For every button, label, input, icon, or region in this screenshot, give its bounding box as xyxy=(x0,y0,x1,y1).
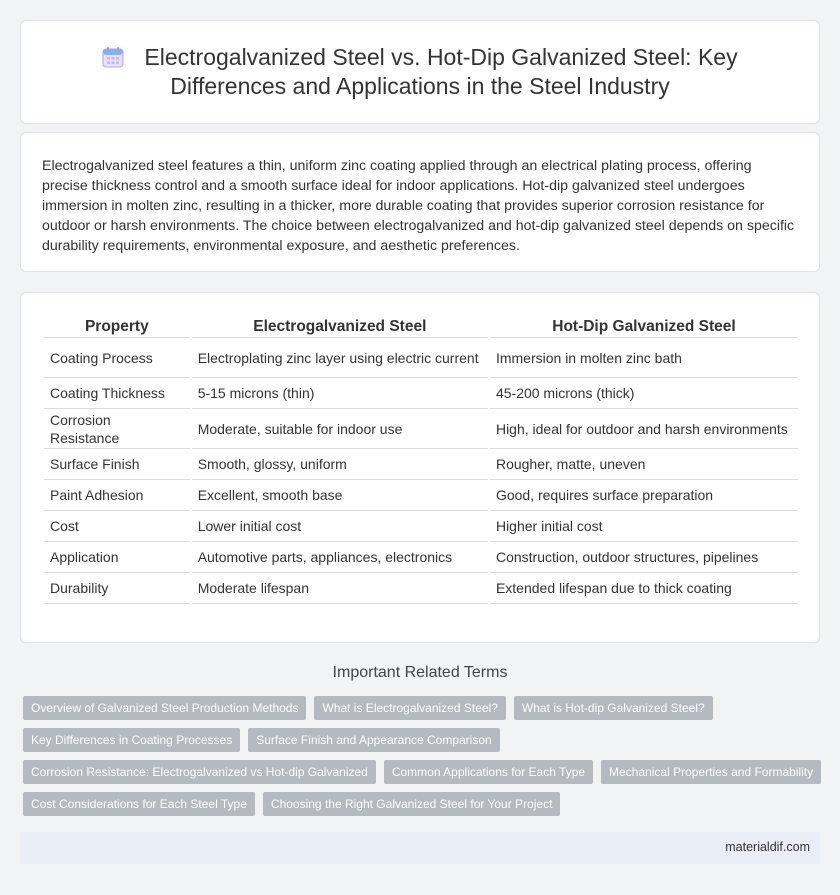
related-terms-heading: Important Related Terms xyxy=(332,664,508,681)
table-cell: Corrosion Resistance xyxy=(44,409,190,449)
table-cell: 45-200 microns (thick) xyxy=(490,378,798,409)
intro-card xyxy=(20,132,820,272)
title-card xyxy=(20,20,820,124)
table-cell: Moderate lifespan xyxy=(192,573,488,604)
table-cell: Immersion in molten zinc bath xyxy=(490,338,798,378)
table-cell: Automotive parts, appliances, electronics xyxy=(192,542,488,573)
table-cell: Rougher, matte, uneven xyxy=(490,449,798,480)
related-term-link[interactable]: Key Differences in Coating Processes xyxy=(23,728,240,752)
table-cell: Higher initial cost xyxy=(490,511,798,542)
related-term-link[interactable]: Mechanical Properties and Formability xyxy=(601,760,821,784)
table-cell: High, ideal for outdoor and harsh environments xyxy=(490,409,798,449)
table-cell: 5-15 microns (thin) xyxy=(192,378,488,409)
table-row xyxy=(44,449,798,480)
related-term-link[interactable]: What is Electrogalvanized Steel? xyxy=(314,696,505,720)
table-cell: Excellent, smooth base xyxy=(192,480,488,511)
footer-site-name[interactable]: materialdif.com xyxy=(725,840,810,854)
table-cell: Paint Adhesion xyxy=(44,480,190,511)
table-cell: Extended lifespan due to thick coating xyxy=(490,573,798,604)
table-cell: Construction, outdoor structures, pipelines xyxy=(490,542,798,573)
table-cell: Surface Finish xyxy=(44,449,190,480)
title-line-2: Differences and Applications in the Steel Industry xyxy=(170,73,670,99)
table-cell: Application xyxy=(44,542,190,573)
table-row xyxy=(44,480,798,511)
intro-paragraph: Electrogalvanized steel features a thin, uniform zinc coating applied through an electrical plating process, offering precise thickness control and a smooth surface ideal for indoor applications. Hot-dip galvanized steel undergoes immersion in molten zinc, resulting in a thicker, more durable coating that provides superior corrosion resistance for outdoor or harsh environments. The choice between electrogalvanized and hot-dip galvanized steel depends on specific durability requirements, environmental exposure, and aesthetic preferences. xyxy=(42,158,795,254)
comparison-card xyxy=(20,292,820,643)
table-cell: Smooth, glossy, uniform xyxy=(192,449,488,480)
related-term-link[interactable]: Common Applications for Each Type xyxy=(384,760,593,784)
table-header-row xyxy=(44,314,798,338)
calendar-icon xyxy=(102,46,124,68)
table-row xyxy=(44,409,798,449)
related-term-link[interactable]: Cost Considerations for Each Steel Type xyxy=(23,792,255,816)
table-cell: Coating Process xyxy=(44,338,190,378)
header-property: Property xyxy=(44,314,190,338)
table-row xyxy=(44,573,798,604)
footer xyxy=(20,832,820,864)
header-hot-dip: Hot-Dip Galvanized Steel xyxy=(490,314,798,338)
comparison-table xyxy=(42,314,800,604)
title-line-1: Electrogalvanized Steel vs. Hot-Dip Galvanized Steel: Key xyxy=(144,44,738,70)
header-electrogalvanized: Electrogalvanized Steel xyxy=(192,314,488,338)
table-row xyxy=(44,338,798,378)
table-cell: Lower initial cost xyxy=(192,511,488,542)
related-term-link[interactable]: Corrosion Resistance: Electrogalvanized vs Hot-dip Galvanized xyxy=(23,760,376,784)
related-term-link[interactable]: What is Hot-dip Galvanized Steel? xyxy=(514,696,713,720)
related-terms-list xyxy=(23,696,823,824)
table-row xyxy=(44,542,798,573)
related-term-link[interactable]: Choosing the Right Galvanized Steel for Your Project xyxy=(263,792,561,816)
related-term-link[interactable]: Surface Finish and Appearance Comparison xyxy=(248,728,499,752)
table-cell: Coating Thickness xyxy=(44,378,190,409)
table-cell: Durability xyxy=(44,573,190,604)
table-row xyxy=(44,378,798,409)
table-cell: Moderate, suitable for indoor use xyxy=(192,409,488,449)
related-term-link[interactable]: Overview of Galvanized Steel Production Methods xyxy=(23,696,306,720)
table-cell: Cost xyxy=(44,511,190,542)
table-row xyxy=(44,511,798,542)
table-cell: Good, requires surface preparation xyxy=(490,480,798,511)
table-cell: Electroplating zinc layer using electric current xyxy=(192,338,488,378)
page-title xyxy=(21,43,819,101)
